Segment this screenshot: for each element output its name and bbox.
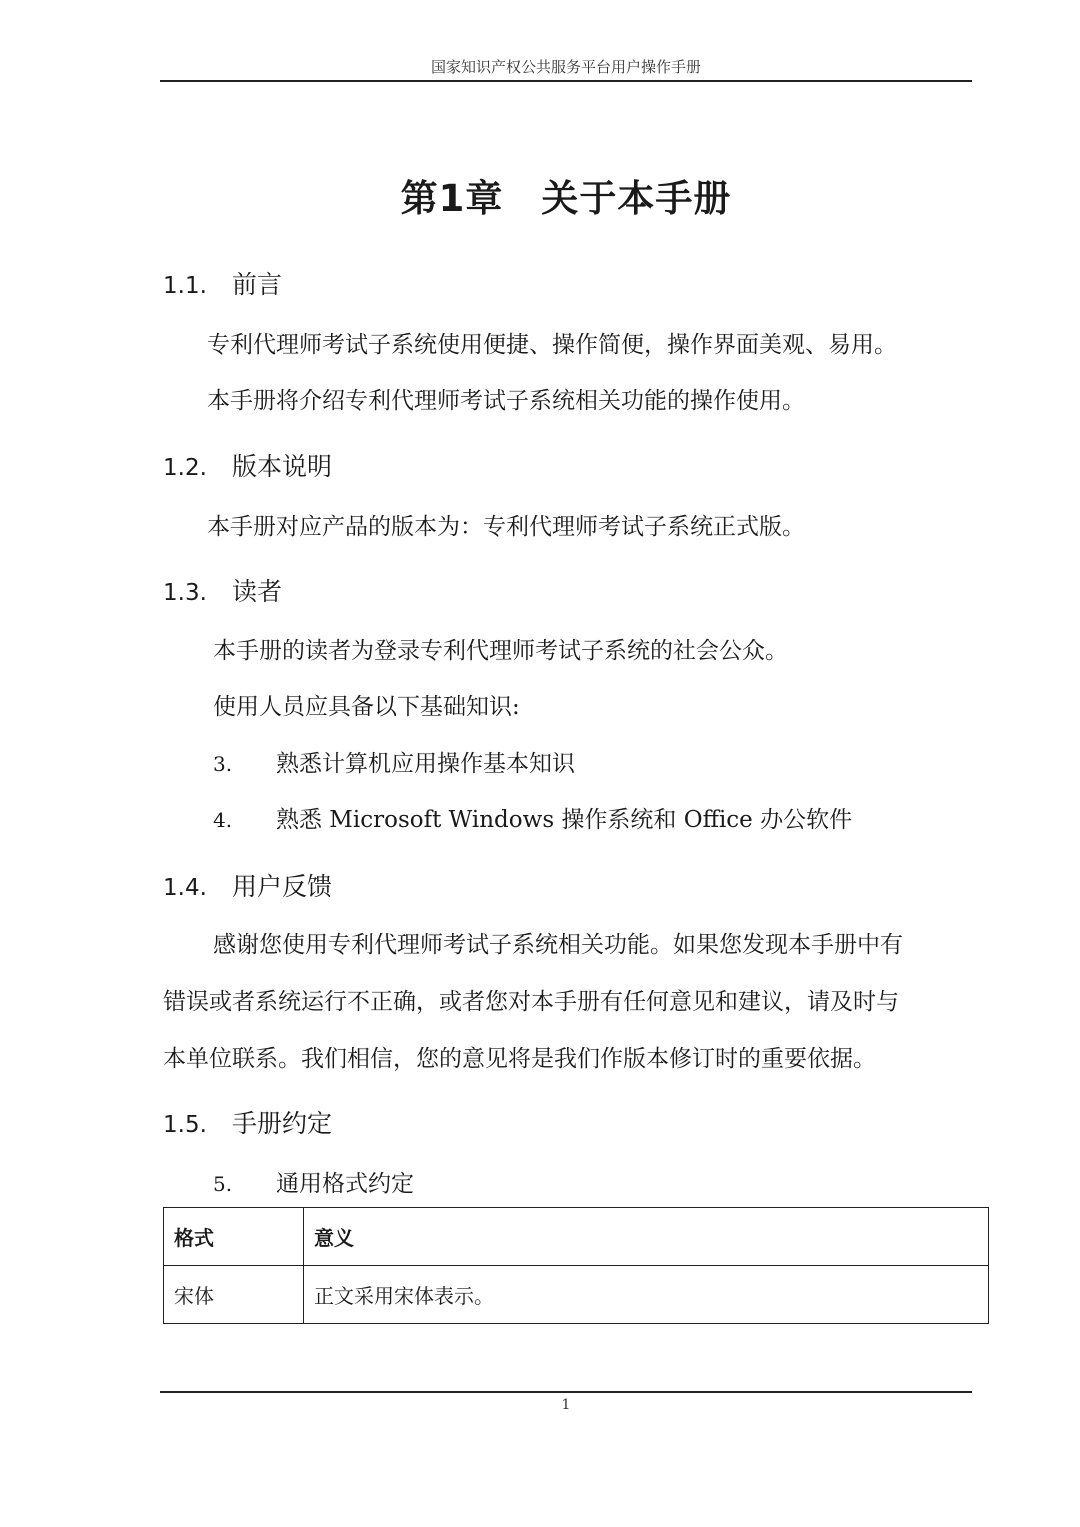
section-title: 前言 — [232, 270, 283, 299]
section-number: 1.2. — [163, 455, 207, 481]
format-convention-table — [163, 1207, 989, 1324]
table-header-cell: 格式 — [164, 1208, 304, 1266]
paragraph: 专利代理师考试子系统使用便捷、操作简便，操作界面美观、易用。 — [207, 332, 897, 358]
table-cell: 宋体 — [164, 1266, 304, 1324]
section-heading-readers — [163, 572, 282, 608]
section-number: 1.3. — [163, 580, 207, 606]
list-item — [213, 801, 852, 834]
paragraph: 本手册将介绍专利代理师考试子系统相关功能的操作使用。 — [207, 388, 805, 414]
section-heading-version — [163, 447, 332, 483]
section-number: 1.5. — [163, 1112, 207, 1138]
list-number: 5. — [213, 1172, 233, 1196]
section-number: 1.4. — [163, 875, 207, 901]
list-text: 熟悉计算机应用操作基本知识 — [276, 751, 575, 777]
paragraph: 本手册的读者为登录专利代理师考试子系统的社会公众。 — [213, 638, 788, 664]
list-item — [213, 745, 575, 778]
header-divider — [160, 80, 972, 82]
paragraph: 使用人员应具备以下基础知识: — [213, 694, 520, 720]
footer-divider — [160, 1391, 972, 1393]
running-header: 国家知识产权公共服务平台用户操作手册 — [430, 58, 701, 76]
paragraph-line: 本单位联系。我们相信，您的意见将是我们作版本修订时的重要依据。 — [163, 1046, 876, 1072]
table-header-cell: 意义 — [304, 1208, 989, 1266]
paragraph-line: 错误或者系统运行不正确，或者您对本手册有任何意见和建议，请及时与 — [163, 989, 899, 1015]
section-heading-preface — [163, 265, 282, 301]
chapter-title: 第1章 关于本手册 — [400, 177, 732, 220]
list-number: 3. — [213, 752, 233, 776]
table-header-row — [164, 1208, 989, 1266]
list-text: 熟悉 Microsoft Windows 操作系统和 Office 办公软件 — [276, 807, 853, 833]
section-title: 版本说明 — [232, 452, 333, 481]
section-title: 读者 — [232, 577, 283, 606]
section-number: 1.1. — [163, 273, 207, 299]
table-row — [164, 1266, 989, 1324]
page-number: 1 — [561, 1397, 571, 1413]
list-number: 4. — [213, 808, 233, 832]
paragraph-line: 感谢您使用专利代理师考试子系统相关功能。如果您发现本手册中有 — [213, 932, 903, 958]
section-title: 手册约定 — [232, 1109, 333, 1138]
list-text: 通用格式约定 — [276, 1171, 414, 1197]
list-item — [213, 1165, 414, 1198]
section-heading-conventions — [163, 1104, 332, 1140]
paragraph: 本手册对应产品的版本为：专利代理师考试子系统正式版。 — [207, 514, 805, 540]
section-heading-feedback — [163, 867, 332, 903]
section-title: 用户反馈 — [232, 872, 333, 901]
table-cell: 正文采用宋体表示。 — [304, 1266, 989, 1324]
